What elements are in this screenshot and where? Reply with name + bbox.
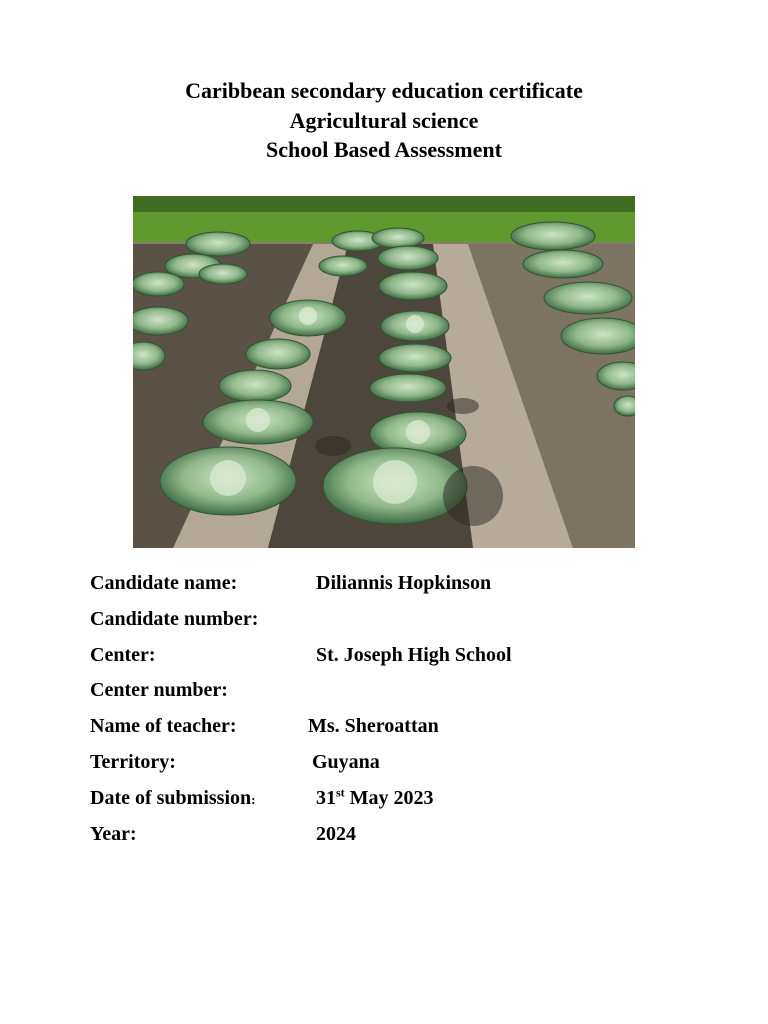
candidate-name-label: Candidate name: <box>90 572 238 594</box>
submission-date-colon: : <box>251 791 256 807</box>
document-title <box>0 76 768 165</box>
title-line-3: School Based Assessment <box>266 137 502 162</box>
submission-date-label-text: Date of submission <box>90 786 252 809</box>
candidate-name-value: Diliannis Hopkinson <box>316 572 492 594</box>
cabbage-garden-photo <box>133 196 635 548</box>
submission-date-ordinal: st <box>336 785 345 800</box>
center-number-label: Center number: <box>90 679 228 702</box>
submission-date-day: 31 <box>316 786 336 809</box>
submission-date-value <box>316 783 434 813</box>
territory-label: Territory: <box>90 750 176 773</box>
title-line-2: Agricultural science <box>289 107 479 133</box>
submission-date-label <box>90 783 255 815</box>
teacher-value: Ms. Sheroattan <box>308 715 439 738</box>
title-line-1: Caribbean secondary education certificate <box>185 78 583 103</box>
year-value: 2024 <box>316 822 356 845</box>
year-label: Year: <box>90 822 137 845</box>
submission-date-month-year: May 2023 <box>344 786 434 809</box>
center-value: St. Joseph High School <box>316 643 512 666</box>
teacher-label: Name of teacher: <box>90 715 237 738</box>
center-label: Center: <box>90 643 156 666</box>
candidate-number-label: Candidate number: <box>90 607 259 630</box>
territory-value: Guyana <box>312 750 380 773</box>
